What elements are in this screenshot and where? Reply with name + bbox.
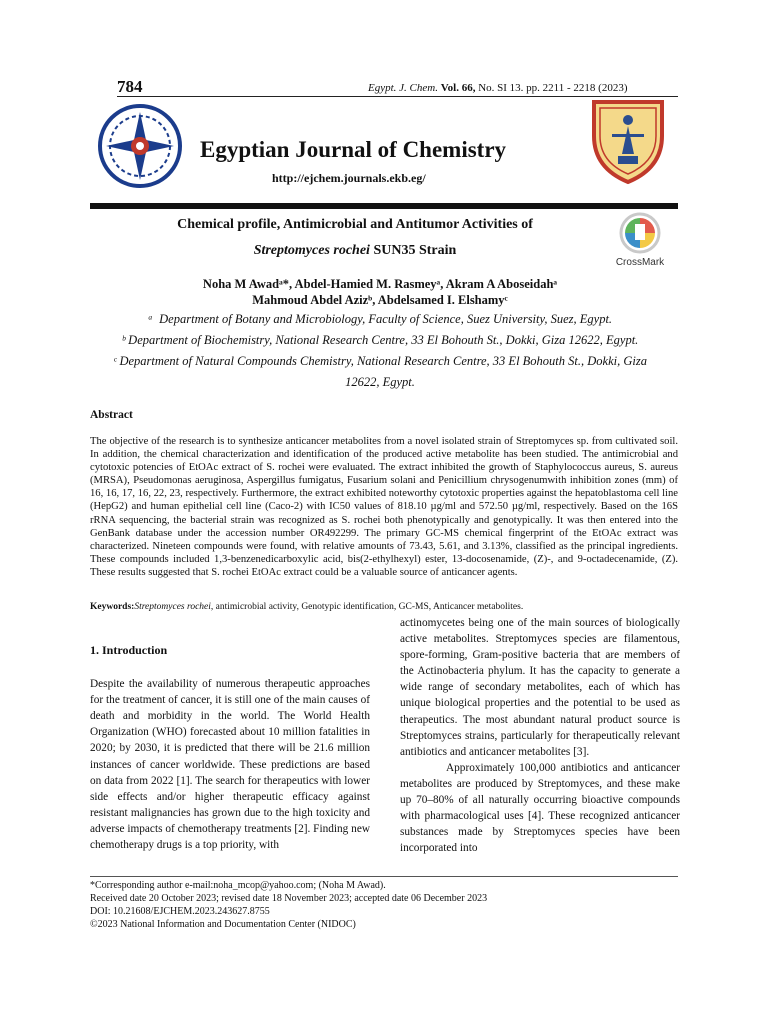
running-head-issue: No. SI 13. pp. 2211 - 2218 (2023) (478, 82, 628, 94)
keywords-list: , antimicrobial activity, Genotypic identification, GC-MS, Anticancer metabolites. (210, 602, 524, 612)
chemical-society-seal-icon (582, 96, 674, 186)
journal-title: Egyptian Journal of Chemistry (200, 137, 507, 162)
doi[interactable]: DOI: 10.21608/EJCHEM.2023.243627.8755 (90, 906, 270, 917)
intro-paragraph-1-continued: actinomycetes being one of the main sources of biologically active metabolites. Streptomyces species are filamentous, spore-forming, Gram-positive bacteria that are members of the Actinobacteria phylum. It has the capacity to generate a wide range of secondary metabolites, each of which has unique biological properties and the potential to be used as therapeutics. The most abundant natural product source is Streptomyces strains, particularly for therapeutically relevant antibiotics and anticancer metabolites [3]. (400, 617, 680, 758)
intro-paragraph-1: Despite the availability of numerous therapeutic approaches for the treatment of cancer, it is still one of the main causes of death and morbidity in the world. The World Health Organization (WHO) forecasted about 10 million fatalities in 2020; by 2030, it is predicted that there will be 21.6 million instances of cancer worldwide. These predictions are based on data from 2022 [1]. The search for therapeutics with lower side effects and/or higher therapeutic efficacy against resistant malignancies has grown due to the high toxicity and adverse impacts of chemotherapy treatments [2]. Finding new chemotherapy drugs is a top priority, with (90, 678, 370, 852)
copyright: ©2023 National Information and Documentation Center (NIDOC) (90, 919, 356, 930)
crossmark-badge[interactable] (608, 212, 672, 268)
article-dates: Received date 20 October 2023; revised date 18 November 2023; accepted date 06 December 2023 (90, 893, 488, 904)
affiliation-c-line2: 12622, Egypt. (345, 375, 415, 389)
page-number: 784 (117, 77, 143, 96)
article-title-strain: SUN35 Strain (369, 243, 457, 258)
section-heading-introduction: 1. Introduction (90, 643, 168, 657)
article-title-species: Streptomyces rochei (253, 243, 370, 258)
article-title-line2 (90, 238, 620, 264)
crossmark-label: CrossMark (615, 257, 665, 268)
intro-column-left (90, 642, 370, 853)
affiliation-a: ᵃ Department of Botany and Microbiology, Faculty of Science, Suez University, Suez, Egypt. (147, 312, 613, 326)
abstract-heading: Abstract (90, 409, 133, 421)
article-title (90, 212, 620, 264)
affiliation-c-line1: ᶜ Department of Natural Compounds Chemistry, National Research Centre, 33 El Bohouth St., Dokki, Giza (113, 354, 647, 368)
crossmark-icon (608, 212, 672, 254)
article-title-line1: Chemical profile, Antimicrobial and Antitumor Activities of (177, 217, 533, 232)
author-list (90, 276, 670, 308)
authors-line1: Noha M Awadᵃ*, Abdel-Hamied M. Rasmeyᵃ, Akram A Aboseidahᵃ (202, 277, 558, 291)
intro-paragraph-2: Approximately 100,000 antibiotics and anticancer metabolites are produced by Streptomyces, and these make up 70–80% of all naturally occurring bioactive compounds with pharmacological uses [4]. These recognized anticancer substances made by Streptomyces species have been incorporated into (400, 761, 680, 855)
keywords (90, 602, 678, 612)
journal-emblem-icon (94, 100, 186, 192)
footnote-rule (90, 876, 678, 877)
running-head-journal: Egypt. J. Chem. (368, 82, 438, 94)
authors-line2: Mahmoud Abdel Azizᵇ, Abdelsamed I. Elshamyᶜ (252, 293, 508, 307)
abstract-text: The objective of the research is to synthesize anticancer metabolites from a novel isolated strain of Streptomyces sp. from cultivated soil. In addition, the chemical characterization and identification of the produced active metabolite has been studied. The antimicrobial and cytotoxic potencies of EtOAc extract of S. rochei were evaluated. The extract inhibited the growth of Staphylococcus aureus, S. aureus (MRSA), Pseudomonas aeruginosa, Aspergillus fumigatus, Fusarium solani and Penicillium chrysogenumwith inhibition zones (mm) of 16, 16, 17, 16, 22, 23, respectively. Furthermore, the extract exhibited noteworthy cytotoxic properties against the hepatoblastoma cell line (HepG2) and human epithelial cell line (Caco-2) with IC50 values of 818.10 µg/ml and 572.50 µg/ml, respectively. Based on the 16S rRNA sequencing, the bacterial strain was recognized as S. rochei both phenotypically and genotypically. It was then entered into the GenBank database under the accession number OR492299. The primary GC-MS chemical fingerprint of the EtOAc extract was characterized. Nineteen compounds were found, with relative amounts of 73.43, 5.61, and 3.13%, classified as the principal ingredients. These compounds included 1,3-benzenedicarboxylic acid, bis(2-ethylhexyl) ester, 13-docosenamide, (Z)-, and 9-octadecenamide, (Z). These results suggested that S. rochei EtOAc extract could be a valuable source of anticancer agents. (90, 436, 678, 578)
journal-url[interactable]: http://ejchem.journals.ekb.eg/ (272, 171, 426, 185)
footnotes (90, 879, 678, 931)
intro-column-right (400, 615, 680, 856)
keywords-species: Streptomyces rochei (134, 602, 211, 612)
running-head-volume: Vol. 66, (440, 82, 476, 94)
corresponding-author: *Corresponding author e-mail:noha_mcop@yahoo.com; (Noha M Awad). (90, 880, 386, 891)
keywords-label: Keywords: (90, 602, 135, 612)
affiliation-b: ᵇ Department of Biochemistry, National Research Centre, 33 El Bohouth St., Dokki, Giza 12622, Egypt. (121, 333, 639, 347)
affiliations (90, 309, 670, 393)
masthead-rule (90, 203, 678, 209)
running-head (368, 82, 628, 94)
